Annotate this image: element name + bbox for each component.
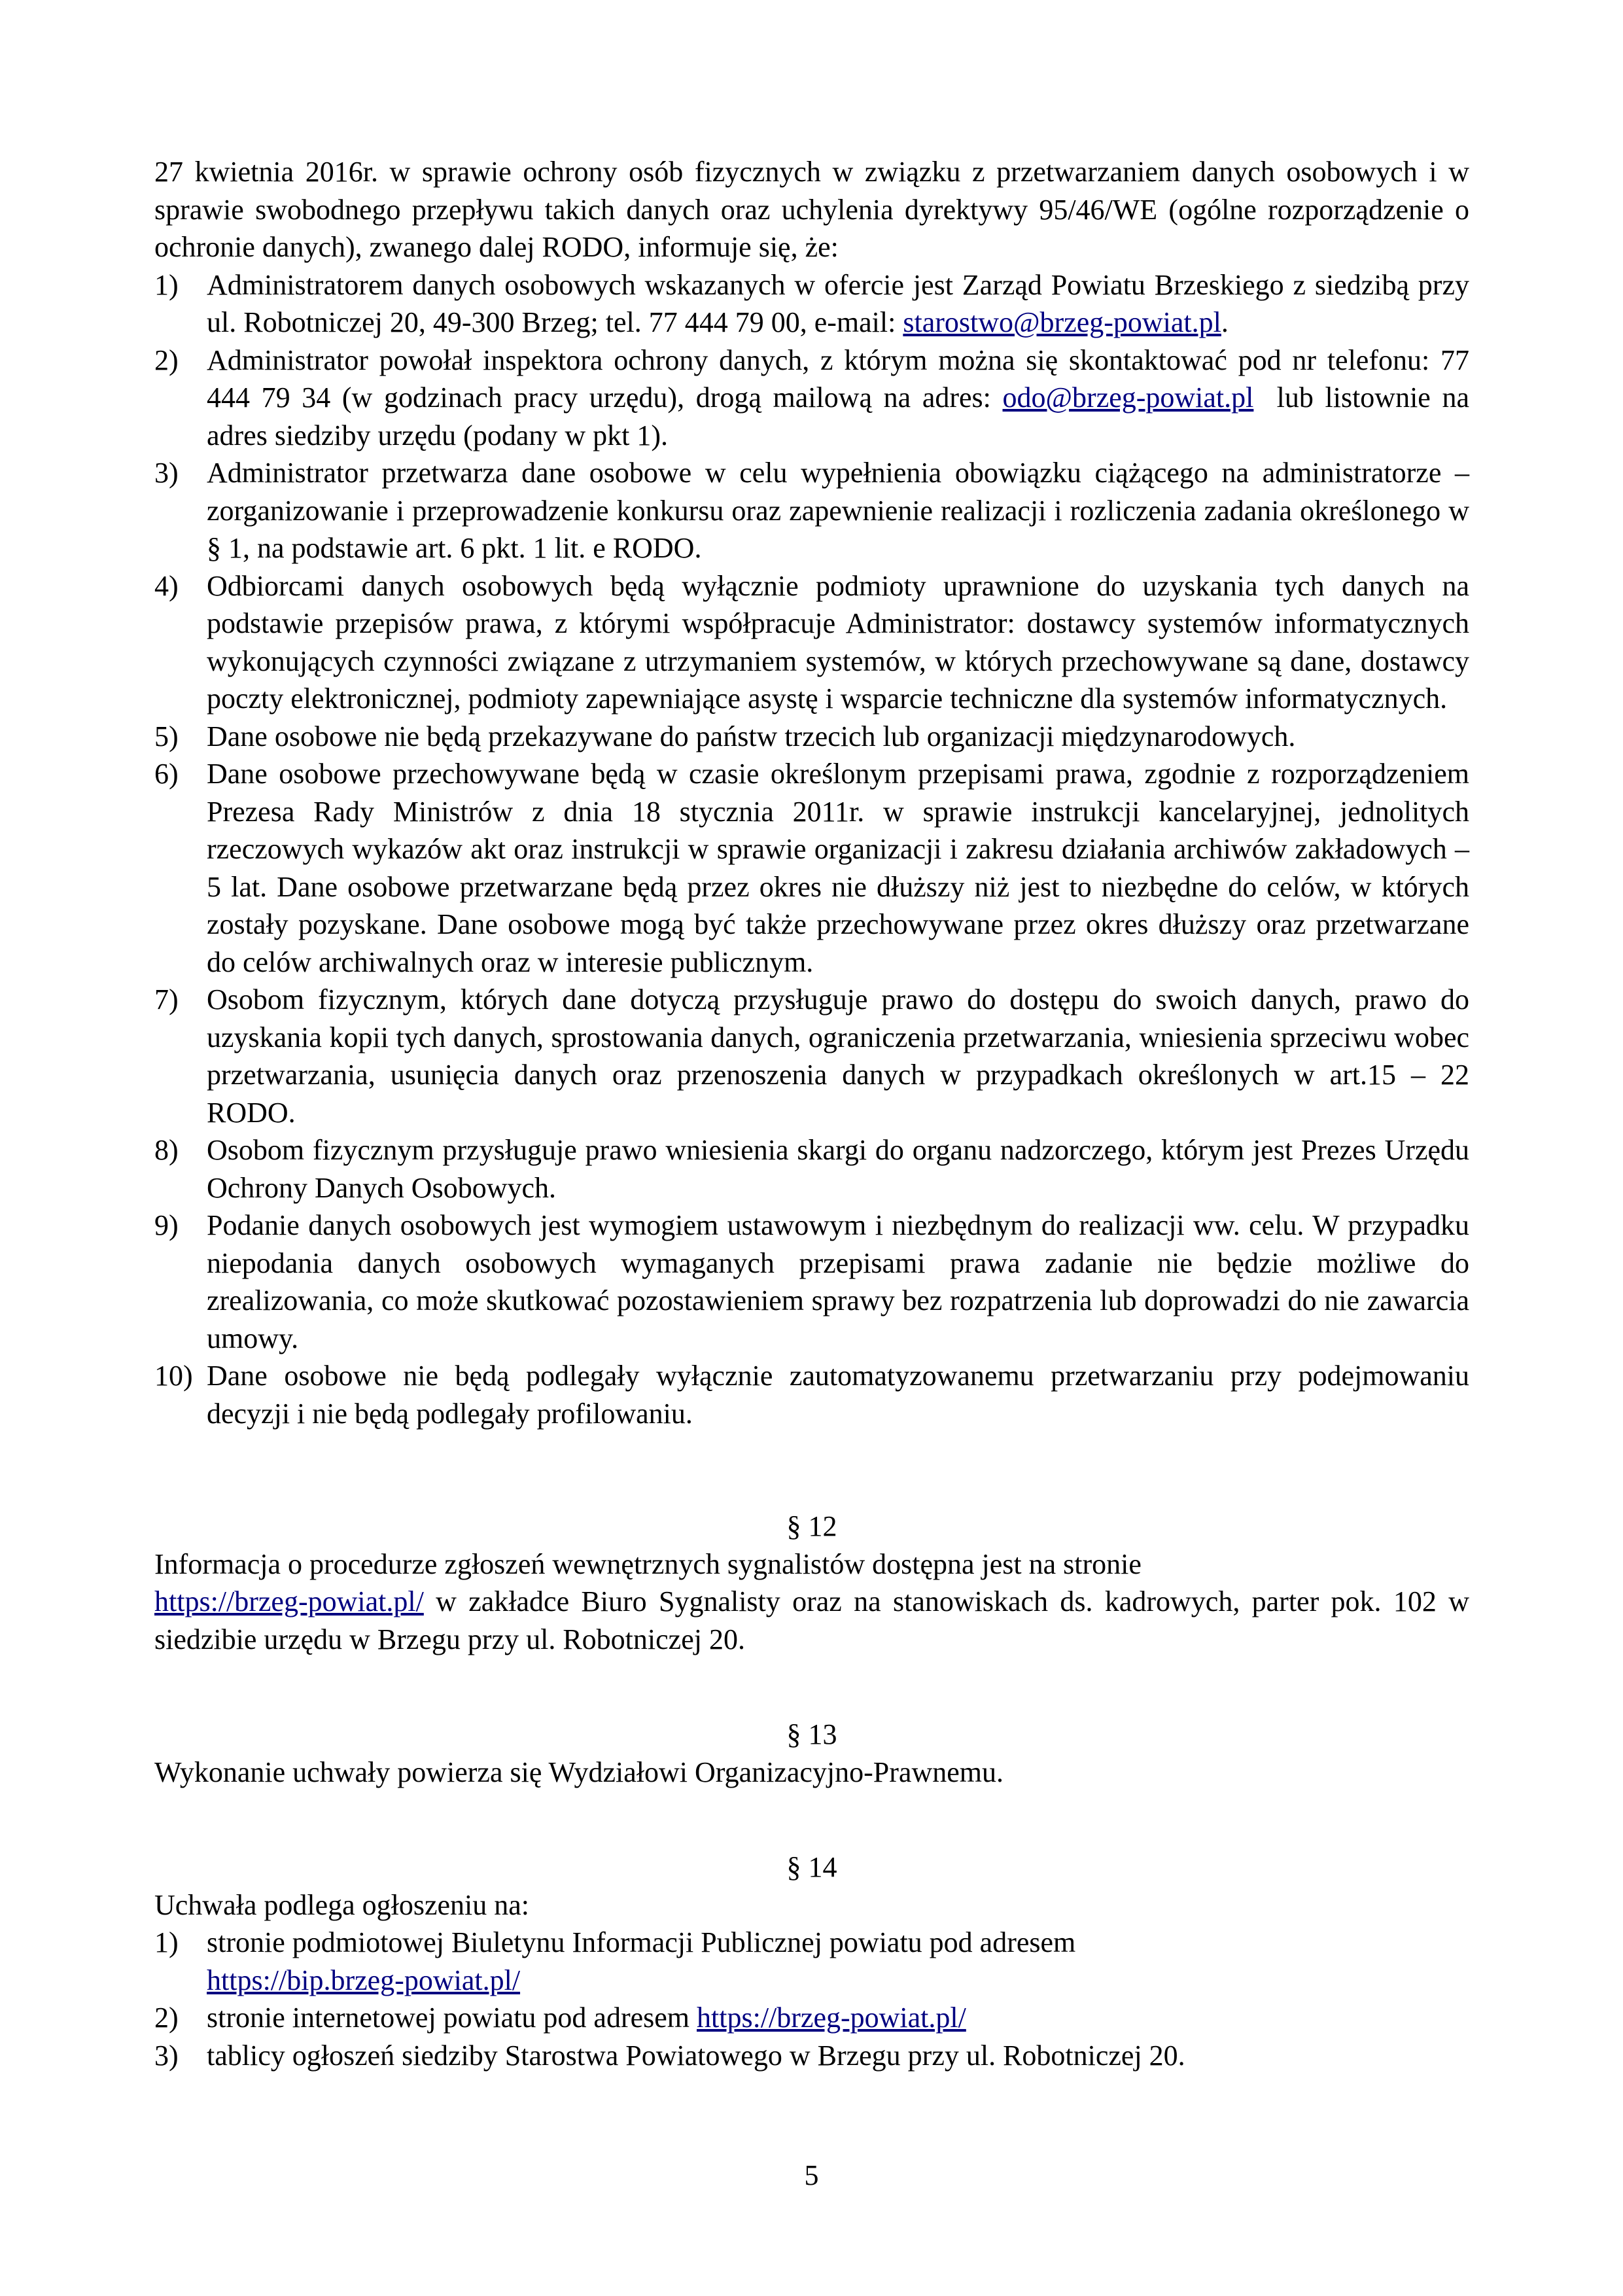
- list-item-number: 10): [154, 1360, 193, 1392]
- list-item: [154, 567, 1469, 718]
- email-link-odo[interactable]: odo@brzeg-powiat.pl: [1002, 381, 1254, 414]
- list-item: [154, 755, 1469, 981]
- page-number: 5: [804, 2159, 819, 2191]
- list-item-text: tablicy ogłoszeń siedziby Starostwa Powiatowego w Brzegu przy ul. Robotniczej 20.: [207, 2039, 1185, 2072]
- list-item: [154, 1131, 1469, 1207]
- list-item-number: 2): [154, 2002, 179, 2034]
- section-heading: § 13: [786, 1718, 837, 1750]
- section-12-text: w zakładce Biuro Sygnalisty oraz na stanowiskach ds. kadrowych, parter pok. 102 w siedzibie urzędu w Brzegu przy ul. Robotniczej 20.: [154, 1585, 1469, 1655]
- list-item-number: 5): [154, 720, 179, 752]
- list-item-text: lub listownie na adres siedziby urzędu (podany w pkt 1).: [207, 381, 1476, 451]
- list-item: [154, 2037, 1469, 2075]
- list-item-text: Podanie danych osobowych jest wymogiem ustawowym i niezbędnym do realizacji ww. celu. W przypadku niepodania danych osobowych wymaganych przepisami prawa zadanie nie będzie możliwe do zrealizowania, co może skutkować pozostawieniem sprawy bez rozpatrzenia lub doprowadzi do nie zawarcia umowy.: [207, 1209, 1469, 1354]
- list-item: [154, 1999, 1469, 2037]
- list-item: [154, 266, 1469, 342]
- list-item-text: stronie internetowej powiatu pod adresem: [207, 2002, 697, 2034]
- website-link[interactable]: https://brzeg-powiat.pl/: [697, 2002, 966, 2034]
- section-12: [154, 1508, 1469, 1658]
- email-link-starostwo[interactable]: starostwo@brzeg-powiat.pl: [903, 306, 1221, 338]
- spacer: [154, 1658, 1469, 1716]
- list-item-number: 9): [154, 1209, 179, 1241]
- list-item-text: Dane osobowe nie będą podlegały wyłącznie zautomatyzowanemu przetwarzaniu przy podejmowaniu decyzji i nie będą podlegały profilowaniu.: [207, 1360, 1469, 1430]
- list-item-number: 1): [154, 268, 179, 301]
- list-item-text: stronie podmiotowej Biuletynu Informacji Publicznej powiatu pod adresem: [207, 1926, 1076, 1958]
- list-item-text: Administratorem danych osobowych wskazanych w ofercie jest Zarząd Powiatu Brzeskiego z siedzibą przy ul. Robotniczej 20, 49-300 Brzeg; tel. 77 444 79 00, e-mail:: [207, 268, 1469, 338]
- section-14: [154, 1848, 1469, 2074]
- list-item-number: 8): [154, 1134, 179, 1166]
- list-item-number: 3): [154, 2039, 179, 2072]
- list-item: [154, 454, 1469, 567]
- section-heading: § 14: [786, 1851, 837, 1883]
- list-item-text: Dane osobowe przechowywane będą w czasie określonym przepisami prawa, zgodnie z rozporządzeniem Prezesa Rady Ministrów z dnia 18 stycznia 2011r. w sprawie instrukcji kancelaryjnej, jednolitych rzeczowych wykazów akt oraz instrukcji w sprawie organizacji i zakresu działania archiwów zakładowych – 5 lat. Dane osobowe przetwarzane będą przez okres nie dłuższy niż jest to niezbędne do celów, w których zostały pozyskane. Dane osobowe mogą być także przechowywane przez okres dłuższy oraz przetwarzane do celów archiwalnych oraz w interesie publicznym.: [207, 758, 1469, 978]
- spacer: [154, 1791, 1469, 1848]
- intro-paragraph: 27 kwietnia 2016r. w sprawie ochrony osób fizycznych w związku z przetwarzaniem danych osobowych i w sprawie swobodnego przepływu takich danych oraz uchylenia dyrektywy 95/46/WE (ogólne rozporządzenie o ochronie danych), zwanego dalej RODO, informuje się, że:: [154, 156, 1469, 263]
- list-item-text: Dane osobowe nie będą przekazywane do państw trzecich lub organizacji międzynarodowych.: [207, 720, 1296, 752]
- list-item: [154, 718, 1469, 756]
- list-item-number: 3): [154, 457, 179, 489]
- publication-list: [154, 1924, 1469, 2074]
- list-item: [154, 1924, 1469, 1999]
- list-item-text: Administrator przetwarza dane osobowe w celu wypełnienia obowiązku ciążącego na administratorze – zorganizowanie i przeprowadzenie konkursu oraz zapewnienie realizacji i rozliczenia zadania określonego w § 1, na podstawie art. 6 pkt. 1 lit. e RODO.: [207, 457, 1469, 564]
- list-item-number: 4): [154, 569, 179, 602]
- list-item: [154, 981, 1469, 1131]
- section-heading: § 12: [786, 1510, 837, 1542]
- section-14-intro: Uchwała podlega ogłoszeniu na:: [154, 1888, 530, 1921]
- list-item: [154, 1357, 1469, 1432]
- spacer: [154, 1432, 1469, 1508]
- section-13-text: Wykonanie uchwały powierza się Wydziałowi Organizacyjno-Prawnemu.: [154, 1756, 1003, 1788]
- list-item: [154, 342, 1476, 455]
- list-item-text: Osobom fizycznym przysługuje prawo wniesienia skargi do organu nadzorczego, którym jest Prezes Urzędu Ochrony Danych Osobowych.: [207, 1134, 1469, 1204]
- list-item-text: .: [1221, 306, 1229, 338]
- rodo-clause-list: [154, 266, 1476, 1433]
- list-item-number: 7): [154, 983, 179, 1016]
- document-page: [154, 153, 1476, 2074]
- list-item-text: Osobom fizycznym, których dane dotyczą przysługuje prawo do dostępu do swoich danych, prawo do uzyskania kopii tych danych, sprostowania danych, ograniczenia przetwarzania, wniesienia sprzeciwu wobec przetwarzania, usunięcia danych oraz przenoszenia danych w przypadkach określonych w art.15 – 22 RODO.: [207, 983, 1469, 1129]
- bip-link[interactable]: https://bip.brzeg-powiat.pl/: [207, 1964, 521, 1996]
- section-12-line1: Informacja o procedurze zgłoszeń wewnętrznych sygnalistów dostępna jest na stronie: [154, 1547, 1142, 1580]
- list-item-number: 2): [154, 344, 179, 376]
- list-item-number: 1): [154, 1926, 179, 1958]
- list-item-text: Administrator powołał inspektora ochrony danych, z którym można się skontaktować pod nr telefonu: 77 444 79 34 (w godzinach pracy urzędu), drogą mailową na adres:: [207, 344, 1469, 414]
- section-12-paragraph: [154, 1583, 1469, 1658]
- list-item-number: 6): [154, 758, 179, 790]
- list-item-text: Odbiorcami danych osobowych będą wyłącznie podmioty uprawnione do uzyskania tych danych na podstawie przepisów prawa, z którymi współpracuje Administrator: dostawcy systemów informatycznych wykonujących czynności związane z utrzymaniem systemów, w których przechowywane są dane, dostawcy poczty elektronicznej, podmioty zapewniające asystę i wsparcie techniczne dla systemów informatycznych.: [207, 569, 1469, 715]
- section-13: [154, 1716, 1469, 1791]
- website-link[interactable]: https://brzeg-powiat.pl/: [154, 1585, 424, 1617]
- list-item: [154, 1207, 1469, 1357]
